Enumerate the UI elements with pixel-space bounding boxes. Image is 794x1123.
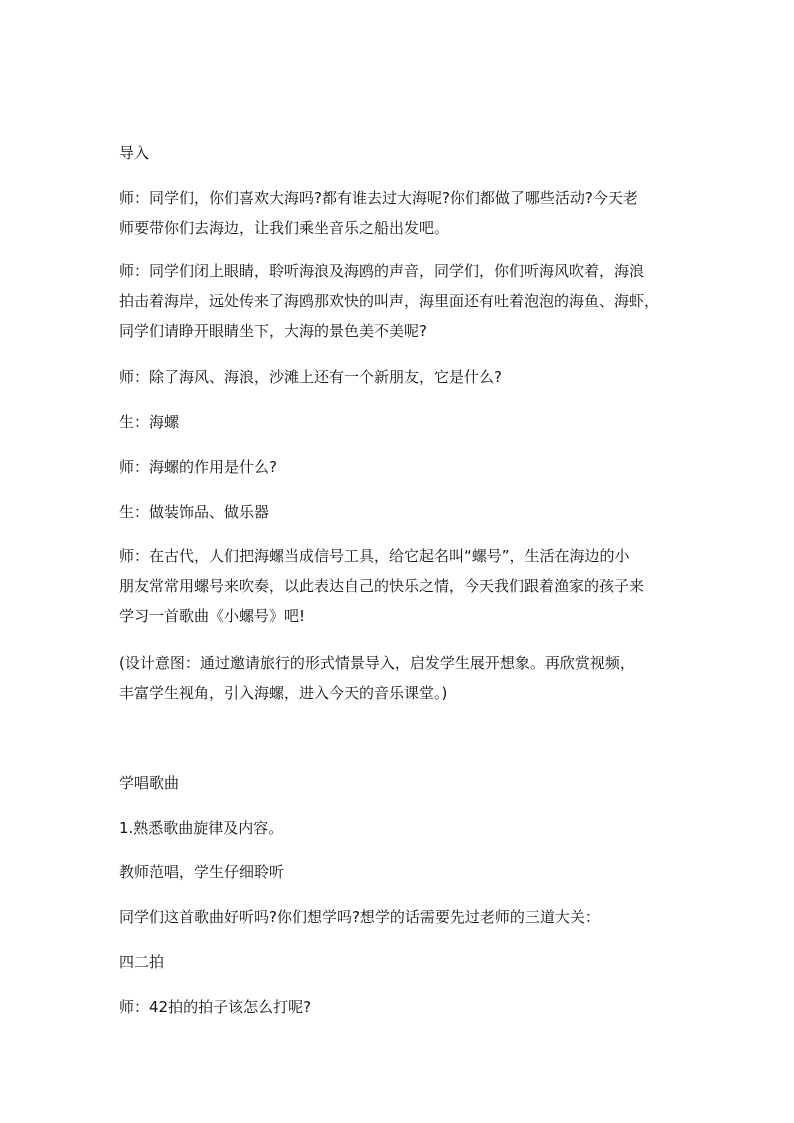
paragraph-line: 朋友常常用螺号来吹奏，以此表达自己的快乐之情，今天我们跟着渔家的孩子来	[119, 577, 645, 595]
paragraph-teacher-greeting	[119, 183, 679, 243]
paragraph-line: 学习一首歌曲《小螺号》吧!	[119, 607, 306, 625]
paragraph-line: 生：做装饰品、做乐器	[119, 503, 270, 521]
paragraph-teacher-demo	[119, 857, 679, 887]
paragraph-line: 拍击着海岸，远处传来了海鸥那欢快的叫声，海里面还有吐着泡泡的海鱼、海虾，	[119, 292, 660, 310]
paragraph-beat-question	[119, 992, 679, 1022]
paragraph-line: 同学们这首歌曲好听吗?你们想学吗?想学的话需要先过老师的三道大关：	[119, 908, 600, 926]
paragraph-conch-history	[119, 541, 679, 631]
paragraph-line: 师：同学们闭上眼睛，聆听海浪及海鸥的声音，同学们，你们听海风吹着，海浪	[119, 262, 645, 280]
paragraph-line: 师：在古代，人们把海螺当成信号工具，给它起名叫“螺号”，生活在海边的小	[119, 547, 630, 565]
paragraph-line: 丰富学生视角，引入海螺，进入今天的音乐课堂。)	[119, 684, 448, 702]
paragraph-three-challenges	[119, 902, 679, 932]
paragraph-line: (设计意图：通过邀请旅行的形式情景导入，启发学生展开想象。再欣赏视频，	[119, 654, 635, 672]
paragraph-student-answer-use	[119, 497, 679, 527]
paragraph-line: 同学们请睁开眼睛坐下，大海的景色美不美呢?	[119, 322, 427, 340]
section-heading-sing	[119, 768, 679, 798]
paragraph-time-signature	[119, 947, 679, 977]
heading-text: 导入	[119, 144, 150, 162]
paragraph-conch-use-question	[119, 452, 679, 482]
paragraph-line: 教师范唱，学生仔细聆听	[119, 863, 285, 881]
paragraph-listen-sea	[119, 256, 679, 346]
paragraph-new-friend	[119, 362, 679, 392]
paragraph-line: 生：海螺	[119, 413, 180, 431]
heading-text: 学唱歌曲	[119, 774, 180, 792]
paragraph-line: 四二拍	[119, 953, 165, 971]
paragraph-line: 1.熟悉歌曲旋律及内容。	[119, 819, 284, 837]
paragraph-step-one	[119, 813, 679, 843]
section-heading-intro	[119, 138, 679, 168]
paragraph-line: 师：同学们，你们喜欢大海吗?都有谁去过大海呢?你们都做了哪些活动?今天老	[119, 189, 638, 207]
paragraph-line: 师：海螺的作用是什么?	[119, 458, 277, 476]
paragraph-line: 师要带你们去海边，让我们乘坐音乐之船出发吧。	[119, 219, 450, 237]
paragraph-line: 师：42拍的拍子该怎么打呢?	[119, 998, 312, 1016]
paragraph-student-answer-conch	[119, 407, 679, 437]
paragraph-design-intent	[119, 648, 679, 708]
paragraph-line: 师：除了海风、海浪，沙滩上还有一个新朋友，它是什么?	[119, 368, 502, 386]
